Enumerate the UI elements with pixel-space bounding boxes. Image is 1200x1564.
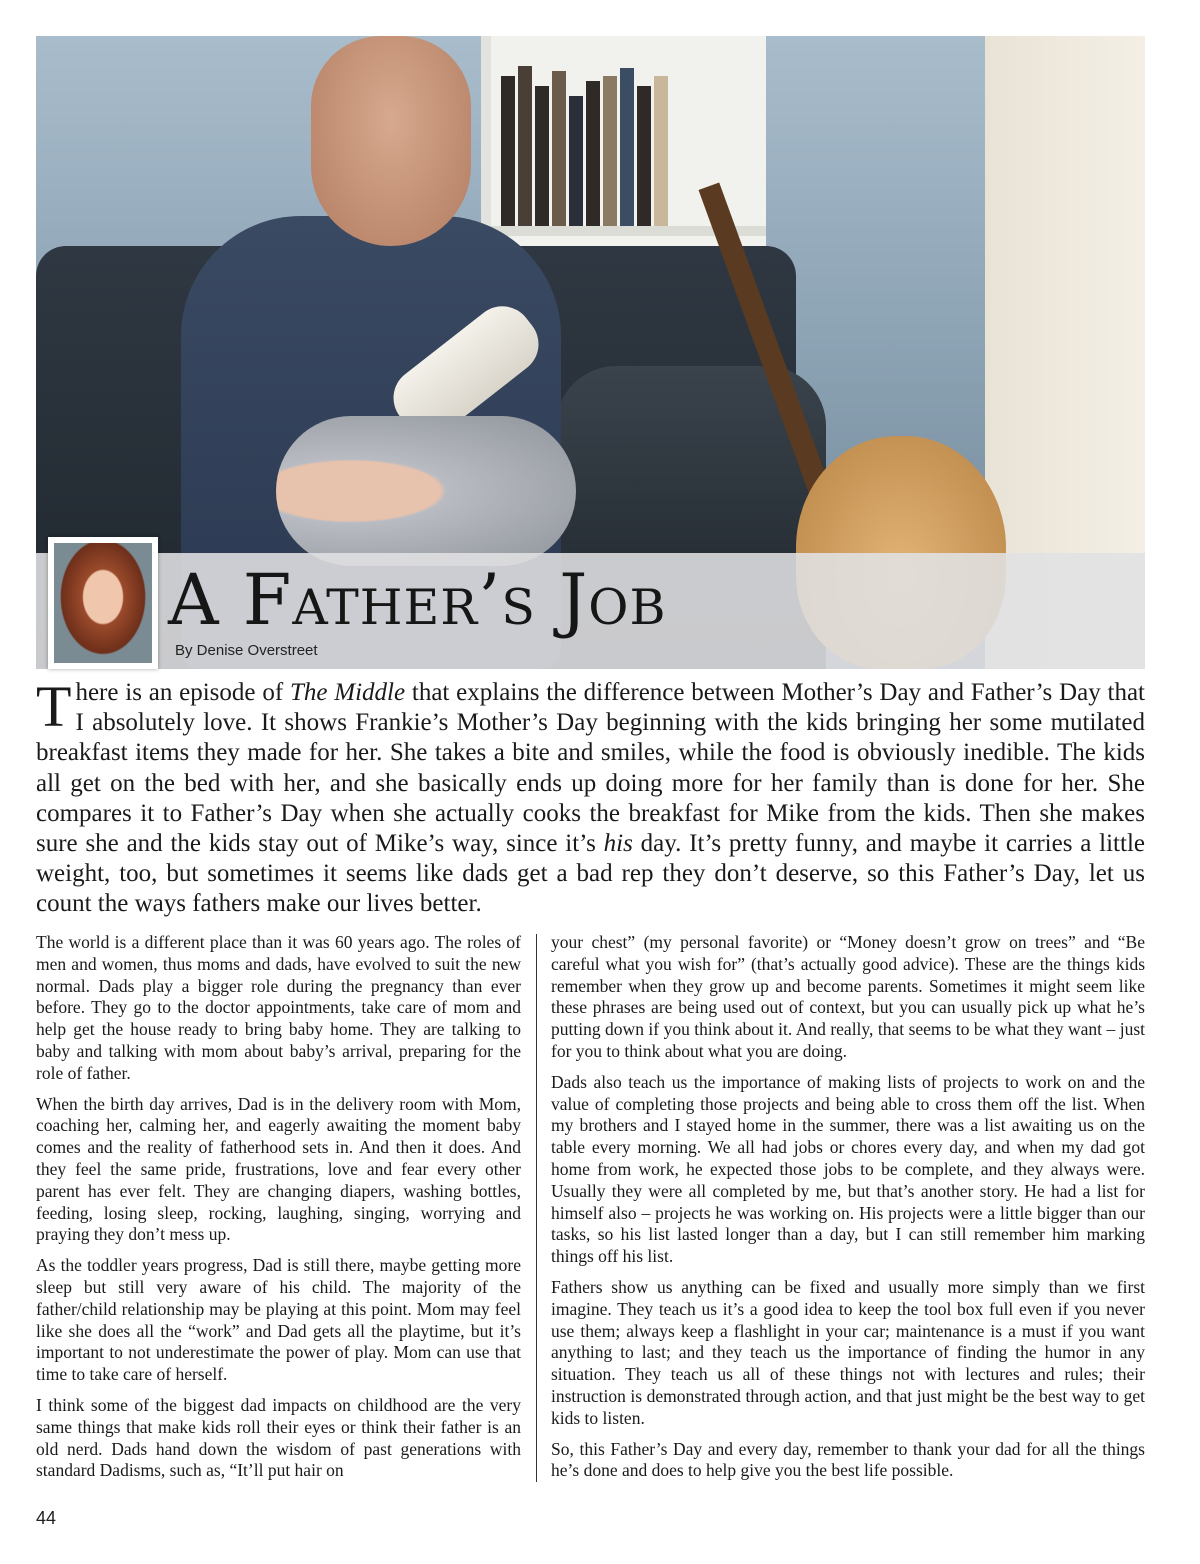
article-title: A Father’s Job [168, 559, 667, 641]
baby [276, 416, 576, 566]
paragraph: So, this Father’s Day and every day, remember to thank your dad for all the things he’s done and does to help give you the best life possible. [551, 1438, 1145, 1481]
paragraph: I think some of the biggest dad impacts on childhood are the very same things that make kids roll their eyes or think their father is an old nerd. Dads hand down the wisdom of past generations with standard Dadisms, such as, “It’ll put hair on [36, 1394, 521, 1481]
left-column [36, 932, 521, 1491]
right-column [551, 932, 1145, 1491]
column-divider [536, 934, 537, 1482]
paragraph: When the birth day arrives, Dad is in the delivery room with Mom, coaching her, calming her, and eagerly awaiting the moment baby comes and the reality of fatherhood sets in. And then it does. And they feel the same pride, frustrations, love and fear every other parent has ever felt. They are changing diapers, washing bottles, feeding, losing sleep, rocking, laughing, singing, worrying and praying they don’t mess up. [36, 1093, 521, 1245]
paragraph: The world is a different place than it was 60 years ago. The roles of men and women, thus moms and dads, have evolved to suit the new normal. Dads play a bigger role during the pregnancy than ever before. They go to the doctor appointments, take care of mom and help get the house ready to bring baby home. They are talking to baby and talking with mom about baby’s arrival, preparing for the role of father. [36, 932, 521, 1083]
byline: By Denise Overstreet [175, 642, 318, 659]
paragraph: Dads also teach us the importance of making lists of projects to work on and the value of completing those projects and being able to cross them off the list. When my brothers and I stayed home in the summer, there was a list awaiting us on the table every morning. We all had jobs or chores every day, and when my dad got home from work, he expected those jobs to be complete, and they always were. Usually they were all completed by me, but that’s another story. He had a list for himself also – projects he was working on. His projects were a little bigger than our tasks, so his list lasted longer than a day, but I can still remember him marking things off his list. [551, 1071, 1145, 1267]
author-portrait [48, 537, 158, 669]
lead-paragraph [36, 674, 1145, 920]
lead-text: that explains the difference between Mother’s Day and Father’s Day that I absolutely love. It shows Frankie’s Mother’s Day beginning with the kids bringing her some mutilated breakfast items they made for her. She takes a bite and smiles, while the food is obviously inedible. The kids all get on the bed with her, and she basically ends up doing more for her family than is done for her. She compares it to Father’s Day when she actually cooks the breakfast for Mike from the kids. Then she makes sure she and the kids stay out of Mike’s way, since it’s [36, 679, 1145, 858]
paragraph: As the toddler years progress, Dad is still there, maybe getting more sleep but still very aware of his child. The majority of the father/child relationship may be playing at this point. Mom may feel like she does all the “work” and Dad gets all the playtime, but it’s important to not underestimate the power of play. Mom can use that time to take care of herself. [36, 1255, 521, 1385]
lead-text: here is an episode of [75, 679, 290, 706]
show-title: The Middle [289, 679, 406, 706]
lead-text: day. It’s pretty funny, and maybe it carries a little weight, too, but sometimes it seems like dads get a bad rep they don’t deserve, so this Father’s Day, let us count the ways fathers make our lives better. [36, 830, 1145, 918]
books-row [501, 66, 668, 226]
page-number: 44 [36, 1508, 57, 1528]
drop-cap: T [36, 674, 72, 739]
father-head [311, 36, 471, 246]
emphasis: his [603, 830, 633, 858]
author-photo [54, 543, 152, 663]
paragraph: your chest” (my personal favorite) or “Money doesn’t grow on trees” and “Be careful what you wish for” (that’s actually good advice). These are the things kids remember when they grow up and become parents. Sometimes it might seem like these phrases are being used out of context, but you can usually pick up what he’s putting down if you think about it. And really, that seems to be what they want – just for you to think about what you are doing. [551, 932, 1145, 1061]
paragraph: Fathers show us anything can be fixed and usually more simply than we first imagine. They teach us it’s a good idea to keep the tool box full even if you never use them; always keep a flashlight in your car; maintenance is a must if you want anything to last; and they teach us the importance of finding the humor in any situation. They teach us all of these things not with lectures and rules; their instruction is demonstrated through action, and that just might be the best way to get kids to listen. [551, 1276, 1145, 1428]
